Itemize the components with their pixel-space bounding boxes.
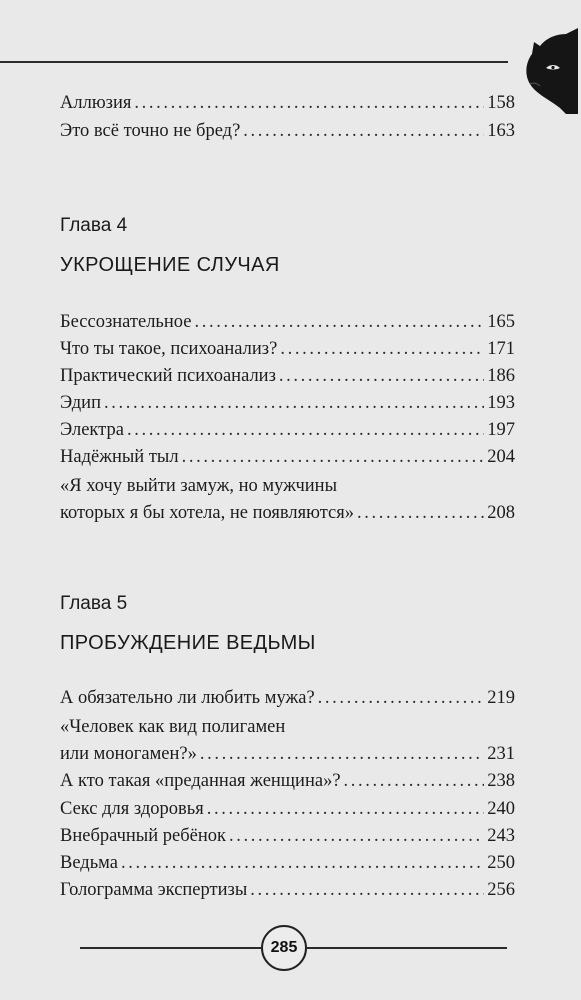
toc-entry-title: Голограмма экспертизы — [60, 880, 248, 900]
toc-entry-title: Внебрачный ребёнок — [60, 826, 226, 846]
toc-entry-title-line2: которых я бы хотела, не появляются» — [60, 503, 354, 523]
toc-entry-title-line1: «Человек как вид полигамен — [60, 717, 286, 737]
toc-entry-title: А обязательно ли любить мужа? — [60, 688, 315, 708]
dot-leader — [250, 878, 484, 902]
toc-entry[interactable] — [60, 418, 515, 442]
page-number-badge — [261, 925, 307, 971]
dot-leader — [280, 337, 484, 361]
toc-entry-page: 219 — [487, 688, 515, 708]
chapter-label: Глава 4 — [60, 215, 128, 236]
footer-rule-left — [80, 947, 261, 949]
toc-entry-page: 250 — [487, 853, 515, 873]
dot-leader — [127, 418, 484, 442]
toc-entry-page: 240 — [487, 799, 515, 819]
chapter-label: Глава 5 — [60, 593, 128, 614]
dot-leader — [194, 310, 484, 334]
toc-entry[interactable] — [60, 686, 515, 710]
toc-entry-title: А кто такая «преданная женщина»? — [60, 771, 341, 791]
toc-entry-page: 193 — [487, 393, 515, 413]
toc-entry-title-line1: «Я хочу выйти замуж, но мужчины — [60, 476, 337, 496]
toc-entry-page: 208 — [487, 503, 515, 523]
toc-entry[interactable] — [60, 364, 515, 388]
dot-leader — [121, 851, 484, 875]
toc-entry[interactable] — [60, 91, 515, 115]
toc-entry[interactable] — [60, 824, 515, 848]
toc-entry-page: 231 — [487, 744, 515, 764]
toc-entry[interactable] — [60, 769, 515, 793]
toc-entry-title: Аллюзия — [60, 93, 132, 113]
toc-entry[interactable] — [60, 337, 515, 361]
toc-entry-page: 186 — [487, 366, 515, 386]
dot-leader — [229, 824, 484, 848]
toc-entry-title: Ведьма — [60, 853, 118, 873]
toc-entry-page: 238 — [487, 771, 515, 791]
top-rule — [0, 61, 508, 63]
toc-entry-title: Это всё точно не бред? — [60, 121, 241, 141]
footer-rule-right — [307, 947, 507, 949]
toc-entry[interactable] — [60, 445, 515, 469]
toc-entry-page: 204 — [487, 447, 515, 467]
cat-head-icon — [520, 22, 578, 114]
dot-leader — [344, 769, 485, 793]
toc-entry-page: 171 — [487, 339, 515, 359]
toc-entry-page: 197 — [487, 420, 515, 440]
chapter-title: УКРОЩЕНИЕ СЛУЧАЯ — [60, 254, 280, 276]
dot-leader — [207, 797, 485, 821]
toc-entry-page: 158 — [487, 93, 515, 113]
toc-entry-title-line2: или моногамен?» — [60, 744, 197, 764]
dot-leader — [182, 445, 485, 469]
toc-entry[interactable] — [60, 119, 515, 143]
toc-entry-title: Надёжный тыл — [60, 447, 179, 467]
dot-leader — [104, 391, 484, 415]
toc-entry[interactable] — [60, 391, 515, 415]
toc-entry[interactable] — [60, 715, 515, 766]
toc-entry-title: Секс для здоровья — [60, 799, 204, 819]
toc-entry[interactable] — [60, 474, 515, 525]
chapter-title: ПРОБУЖДЕНИЕ ВЕДЬМЫ — [60, 632, 316, 654]
toc-entry[interactable] — [60, 797, 515, 821]
dot-leader — [243, 119, 484, 143]
dot-leader — [279, 364, 484, 388]
dot-leader — [357, 501, 484, 525]
toc-entry-page: 243 — [487, 826, 515, 846]
dot-leader — [134, 91, 484, 115]
toc-entry[interactable] — [60, 878, 515, 902]
toc-entry-page: 256 — [487, 880, 515, 900]
dot-leader — [200, 742, 484, 766]
toc-entry-title: Электра — [60, 420, 124, 440]
toc-entry-title: Эдип — [60, 393, 101, 413]
toc-entry-title: Что ты такое, психоанализ? — [60, 339, 278, 359]
toc-entry-title: Практический психоанализ — [60, 366, 276, 386]
toc-entry[interactable] — [60, 851, 515, 875]
dot-leader — [318, 686, 485, 710]
toc-entry[interactable] — [60, 310, 515, 334]
toc-entry-page: 165 — [487, 312, 515, 332]
page-number: 285 — [270, 939, 298, 956]
toc-entry-title: Бессознательное — [60, 312, 192, 332]
toc-entry-page: 163 — [487, 121, 515, 141]
